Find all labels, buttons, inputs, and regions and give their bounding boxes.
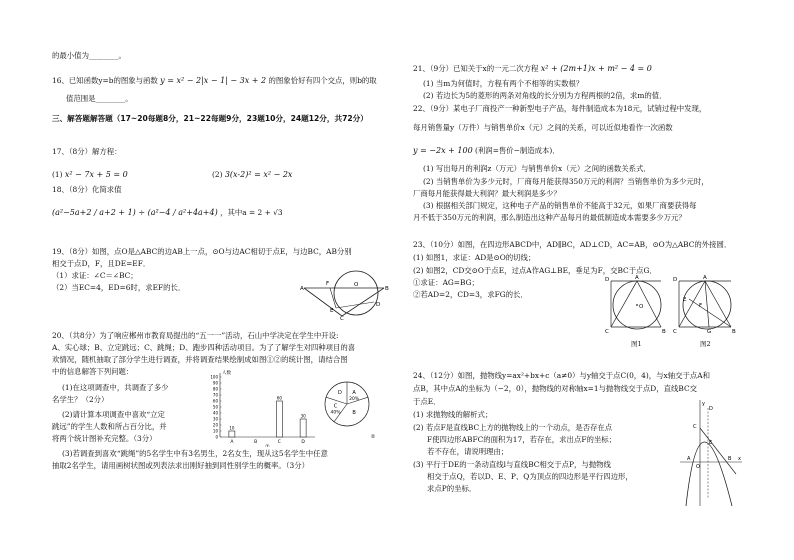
bar-A — [229, 431, 235, 437]
q19-line3: （1）求证：∠C＝∠BC； — [52, 271, 138, 280]
bar-D — [300, 419, 306, 437]
q24-line10: 求点P的坐标． — [427, 484, 477, 493]
svg-text:D: D — [376, 302, 381, 308]
q23-fig2-caption: 图2 — [700, 340, 711, 348]
svg-text:C: C — [605, 329, 609, 335]
q24-line8: (3) 平行于DE的一条动直线l与直线BC相交于点P，与抛物线 — [413, 460, 611, 469]
bar-value-label: 10 — [229, 425, 235, 431]
q20-s3b: 抽取2名学生，请用画树状图或列表法求出刚好抽到同性别学生的概率。（3分） — [52, 461, 309, 470]
bar-ytick-label: 100 — [210, 374, 218, 380]
q16-text-a: 16、已知函数y=b的图象与函数 — [52, 76, 158, 85]
q16-text-b: 的图象恰好有四个交点，则b的取 — [268, 76, 377, 85]
q21-line2: (1) 当m为何值时，方程有两个不相等的实数根？ — [423, 79, 584, 88]
q24-line9: 相交于点Q，若以D、E、P、Q为顶点的四边形是平行四边形， — [427, 472, 633, 481]
bar-category-label: D — [301, 440, 305, 445]
q22-line8: 月不低于350万元的利润，那么制造出这种产品每月的最低制造成本需要多少万元？ — [413, 213, 686, 222]
q20-s1b: 名学生？（2分） — [52, 395, 109, 404]
q20-line2: A、实心球；B、立定跳远；C、跳绳；D、跑步四种活动项目。为了了解学生对四种项目的喜 — [52, 343, 356, 352]
q17-p2-label: (2) — [212, 170, 223, 179]
bar-ytick-label: 30 — [212, 416, 218, 422]
q24-line3: 于点E． — [413, 397, 441, 406]
pie-slice-label: A — [352, 390, 356, 397]
svg-text:B: B — [385, 286, 389, 292]
q17-title: 17、（8分）解方程： — [52, 147, 122, 156]
svg-text:O: O — [354, 282, 359, 288]
svg-text:O: O — [696, 464, 700, 470]
svg-text:B: B — [662, 329, 666, 335]
q21-line3: (2) 若边长为5的菱形的两条对角线的长分别为方程两根的2倍，求m的值． — [423, 91, 667, 100]
svg-text:y: y — [702, 401, 705, 407]
svg-text:E: E — [683, 297, 687, 303]
bar-C — [276, 401, 282, 437]
pie-slice-label: D — [337, 390, 342, 397]
q24-line4: (1) 求抛物线的解析式； — [413, 410, 493, 419]
q23-figure-2 — [669, 275, 741, 335]
bar-ytick-label: 80 — [212, 386, 218, 392]
bar-ytick-label: 10 — [212, 428, 218, 434]
svg-text:D: D — [673, 277, 678, 283]
svg-text:A: A — [635, 275, 639, 281]
svg-text:F: F — [326, 281, 330, 287]
q22-line1: 22、（9分）某电子厂商投产一种新型电子产品，每件制造成本为18元，试销过程中发现， — [413, 104, 707, 113]
svg-text:B: B — [732, 329, 736, 335]
bar-category-label: A — [230, 440, 234, 445]
svg-text:O: O — [639, 304, 644, 310]
q16-equation: y = x² − 2|x − 1| − 3x + 2 — [160, 76, 267, 85]
bar-value-label: 60 — [276, 395, 282, 401]
q15-tail: 的最小值为________。 — [52, 51, 126, 60]
q18-title: 18、（8分）化简求值 — [52, 185, 122, 194]
q18-formula: (a²−5a+2 / a+2 + 1) ÷ (a²−4 / a²+4a+4) — [52, 208, 218, 217]
bar-category-label: B — [254, 440, 258, 445]
svg-text:D: D — [709, 406, 713, 412]
q20-s2a: (2)请计算本项调查中喜欢“立定 — [62, 410, 165, 419]
q24-line2: 点B，其中点A的坐标为（−2，0），抛物线的对称轴x=1与抛物线交于点D，直线BC交 — [413, 384, 697, 393]
bar-caption: ① — [265, 444, 270, 447]
svg-text:C: C — [340, 316, 344, 320]
q19-line4: （2）当EC=4，ED=6时，求EF的长． — [52, 283, 186, 292]
svg-text:A: A — [300, 286, 304, 292]
bar-ytick-label: 40 — [212, 410, 218, 416]
svg-text:C: C — [673, 329, 677, 335]
q22-line7: (3) 根据相关部门规定，这种电子产品的销售单价不能高于32元，如果厂商要获得每 — [423, 201, 697, 210]
q20-s2c: 将两个统计图补充完整。（3分） — [52, 434, 157, 443]
svg-text:E: E — [709, 440, 713, 446]
q19-line1: 19、（8分）如图，点O是△ABC的边AB上一点，⊙O与边AC相切于点E，与边BC，AB分别 — [52, 247, 352, 256]
q24-parabola-figure — [678, 398, 744, 508]
q22-line4: (1) 写出每月的利润z（万元）与销售单价x（元）之间的函数关系式． — [423, 164, 651, 173]
q22-equation: y = −2x + 100 — [413, 146, 473, 155]
bar-ytick-label: 0 — [215, 434, 218, 440]
q17-p1-label: (1) — [52, 170, 63, 179]
pie-slice-label: B — [352, 409, 356, 416]
q24-line6: F使四边形ABFC的面积为17，若存在，求出点F的坐标； — [427, 435, 617, 444]
svg-text:E: E — [330, 308, 334, 314]
svg-text:A: A — [687, 456, 691, 462]
q16-line1 — [52, 76, 377, 86]
q23-figure-1 — [601, 275, 673, 335]
svg-text:F: F — [699, 303, 703, 309]
q20-line3: 欢情况，随机抽取了部分学生进行调查，并将调查结果绘制成如图①②的统计图，请结合图 — [52, 355, 348, 364]
bar-value-label: 30 — [300, 413, 306, 419]
bar-chart — [202, 367, 322, 447]
svg-text:B: B — [728, 456, 732, 462]
pie-chart — [307, 372, 387, 444]
q23-line2: (1) 如图1，求证：AD是⊙O的切线； — [413, 253, 536, 262]
pie-slice-label: C — [333, 403, 338, 410]
q20-s3a: (3)若调查到喜欢“跳绳”的5名学生中有3名男生，2名女生，现从这5名学生中任意 — [62, 449, 328, 458]
q20-s2b: 跳远”的学生人数和所占百分比，并 — [52, 422, 167, 431]
bar-ytick-label: 50 — [212, 404, 218, 410]
q21-text: 21、（9分）已知关于x的一元二次方程 — [413, 64, 539, 73]
svg-text:G: G — [707, 329, 712, 335]
q21-line1 — [413, 64, 652, 74]
q23-fig1-caption: 图1 — [631, 340, 642, 348]
q21-equation: x² + (2m+1)x + m² − 4 = 0 — [540, 64, 652, 73]
q17-part2 — [212, 170, 292, 180]
q22-line5: (2) 当销售单价为多少元时，厂商每月能获得350万元的利润？当销售单价为多少元时， — [423, 177, 709, 186]
pie-percent-label: 20% — [349, 397, 360, 403]
bar-ylabel: 人数 — [222, 371, 231, 376]
q17-part1 — [52, 170, 128, 180]
q24-line5: (2) 若点F是直线BC上方的抛物线上的一个动点，是否存在点 — [413, 423, 613, 432]
q22-line2: 每月销售量y（万件）与销售单价x（元）之间的关系，可以近似地看作一次函数 — [413, 123, 673, 132]
svg-text:x: x — [738, 456, 741, 462]
q24-line7: 若不存在，请说明理由； — [427, 447, 509, 456]
q22-equation-note: (利润=售价−制造成本)． — [475, 146, 560, 155]
q20-line1: 20、（共8分）为了响应郴州市教育局提出的“五一一”活动，石山中学决定在学生中开设: — [52, 331, 339, 340]
q22-line3 — [413, 146, 560, 156]
q18-expression — [52, 208, 283, 218]
section-3-heading: 三、解答题解答题（17~20每题8分，21~22每题9分，23题10分，24题12分，共72分） — [52, 114, 368, 123]
q24-line1: 24、（12分）如图，抛物线y=ax²+bx+c（a≠0）与y轴交于点C(0，4)，与x轴交于点A和 — [413, 371, 711, 380]
q18-condition: ，其中a = 2 + √3 — [220, 208, 283, 217]
q17-p2-equation: 3(x-2)² = x² − 2x — [224, 170, 293, 179]
q17-p1-equation: x² − 7x + 5 = 0 — [64, 170, 128, 179]
bar-category-label: C — [277, 440, 281, 445]
q16-line2: 值范围是________。 — [66, 94, 133, 103]
bar-ytick-label: 20 — [212, 422, 218, 428]
q20-s1a: (1)在这项调查中，共调查了多少 — [62, 383, 169, 392]
q23-line3: (2) 如图2，CD交⊙O于点E，过点A作AG⊥BE，垂足为F，交BC于点G． — [413, 266, 657, 275]
bar-ytick-label: 60 — [212, 398, 218, 404]
pie-caption: ② — [370, 434, 376, 440]
svg-text:C: C — [693, 424, 697, 430]
bar-ytick-label: 70 — [212, 392, 218, 398]
pie-percent-label: 40% — [330, 410, 341, 416]
q20-line4: 中的信息解答下列问题： — [52, 367, 134, 376]
q19-line2: 相交于点D，F，且DE=EF． — [52, 259, 151, 268]
svg-text:A: A — [703, 275, 707, 281]
svg-text:D: D — [605, 277, 610, 283]
q22-line6: 厂商每月能获得最大利润？最大利润是多少？ — [413, 189, 561, 198]
q19-circle-figure — [300, 266, 390, 320]
q23-line1: 23、（10分）如图，在四边形ABCD中，AD∥BC，AD⊥CD，AC=AB，⊙O为△ABC的外接圆． — [413, 240, 732, 249]
q23-line5: ②若AD=2，CD=3，求FG的长． — [413, 290, 528, 299]
bar-ytick-label: 90 — [212, 380, 218, 386]
q23-line4: ①求证：AG=BG； — [413, 278, 479, 287]
